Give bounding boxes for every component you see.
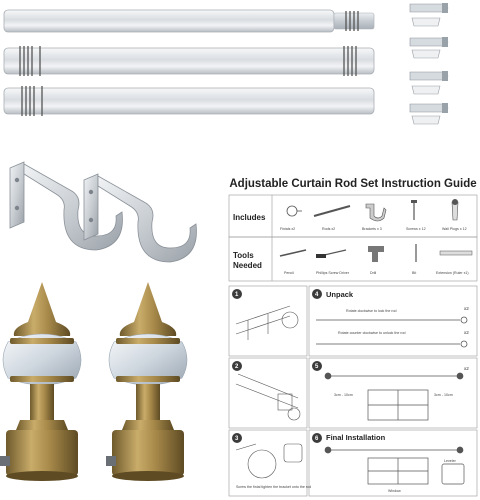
step5-right-dim: 3cm - 10cm	[434, 393, 453, 397]
step4-mult-1: x2	[464, 306, 469, 311]
rod-3	[4, 86, 374, 116]
includes-item-4: Screws x 12	[406, 227, 426, 231]
screws-illustration	[398, 0, 458, 130]
tools-item-1: Pencil	[284, 271, 294, 275]
tools-label: Tools Needed	[233, 251, 262, 270]
tools-item-4: Bit	[412, 271, 417, 275]
tools-pencil-icon	[280, 250, 306, 256]
rod-1	[4, 10, 374, 32]
svg-text:1: 1	[235, 292, 239, 298]
step3-drawing	[236, 444, 302, 478]
step1-badge	[232, 289, 242, 299]
step5-mult: x2	[464, 366, 469, 371]
step5-left-dim: 3cm - 10cm	[334, 393, 353, 397]
screw-group-4	[410, 103, 448, 124]
includes-item-2: Rods x2	[322, 227, 336, 231]
step1-drawing	[236, 306, 298, 340]
screw-group-3	[410, 71, 448, 94]
screw-group-2	[410, 37, 448, 58]
step6-level-label: Leveler	[444, 459, 456, 463]
includes-rod-icon	[314, 206, 350, 216]
includes-item-3: Brackets x 3	[362, 227, 382, 231]
step4-mult-2: x2	[464, 330, 469, 335]
step6-title: Final Installation	[326, 433, 386, 442]
finials-illustration	[0, 280, 215, 498]
step2-badge	[232, 361, 242, 371]
includes-wallplug-icon	[452, 199, 458, 220]
svg-text:4: 4	[315, 292, 319, 298]
step4-title: Unpack	[326, 290, 354, 299]
includes-screw-icon	[411, 200, 417, 220]
svg-text:6: 6	[315, 436, 319, 442]
finial-2	[106, 282, 187, 481]
tools-item-2: Phillips Screw Driver	[316, 271, 349, 275]
step3-badge	[232, 433, 242, 443]
instruction-guide	[228, 176, 478, 498]
includes-item-5: Wall Plugs x 12	[442, 227, 467, 231]
step6-drawing	[325, 447, 464, 484]
includes-item-1: Finials x2	[280, 227, 296, 231]
guide-grid	[228, 194, 478, 498]
step6-badge	[312, 433, 322, 443]
includes-bracket-icon	[366, 204, 386, 221]
tools-item-5: Extension (Ruler x1)	[436, 271, 469, 275]
step4-badge	[312, 289, 322, 299]
svg-text:3: 3	[235, 436, 239, 442]
svg-text:2: 2	[235, 364, 239, 370]
step4-line1: Rotate clockwise to lock the rod	[346, 309, 397, 313]
step3-note: Screw the finial tighten the bracket onto the rod	[236, 485, 312, 489]
tools-screwdriver-icon	[316, 250, 346, 258]
step2-drawing	[236, 374, 300, 420]
includes-finial-icon	[287, 206, 302, 216]
finial-1	[0, 282, 81, 481]
bracket-1	[10, 162, 122, 250]
tools-drill-icon	[368, 246, 384, 262]
step4-line2: Rotate counter clockwise to unlock the rod	[338, 331, 406, 335]
tools-item-3: Drill	[370, 271, 377, 275]
rod-2	[4, 46, 374, 76]
tools-ruler-icon	[440, 251, 472, 255]
guide-title: Adjustable Curtain Rod Set Instruction Guide	[229, 178, 477, 190]
svg-text:5: 5	[315, 364, 319, 370]
step5-badge	[312, 361, 322, 371]
brackets-illustration	[0, 150, 215, 265]
step6-window-label: Window	[388, 489, 401, 493]
screw-group-1	[410, 3, 448, 26]
rods-illustration	[0, 0, 390, 125]
includes-label: Includes	[233, 213, 266, 222]
